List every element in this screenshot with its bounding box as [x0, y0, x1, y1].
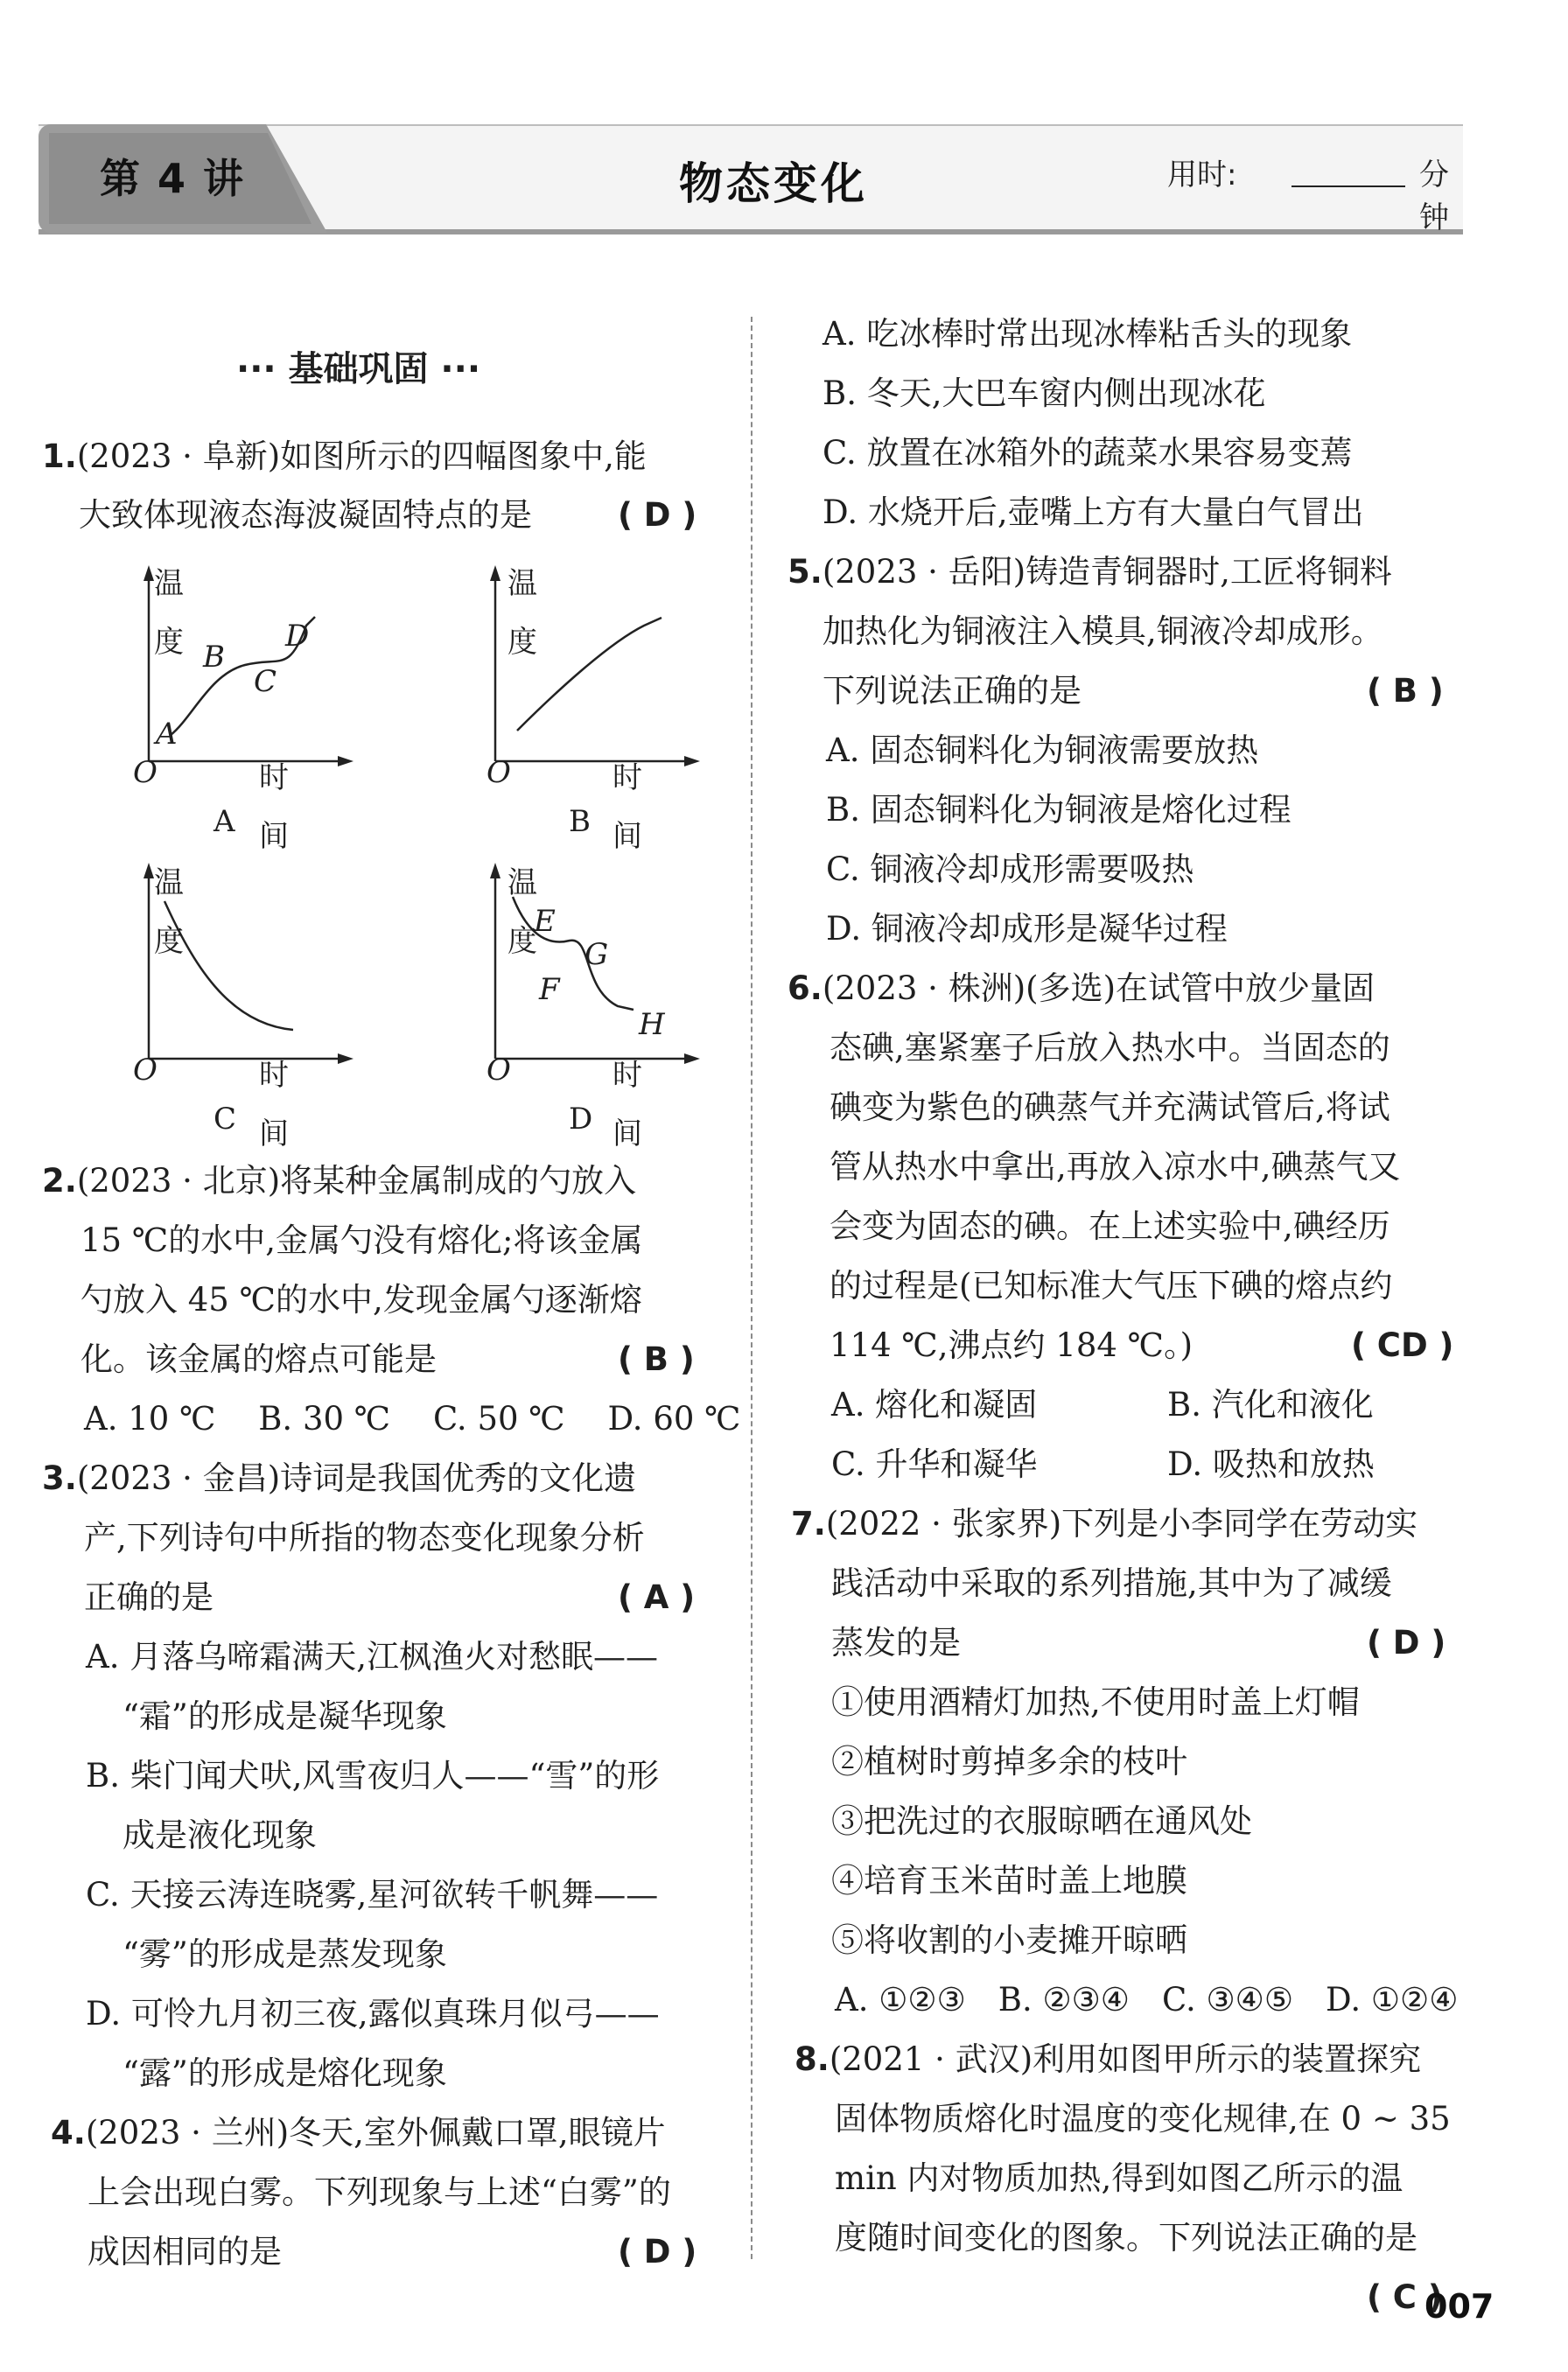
graph-d-point-h: H [639, 1007, 665, 1042]
q8-text-1: (2021 · 武汉)利用如图甲所示的装置探究 [829, 2040, 1422, 2078]
q2-answer: ( B ) [618, 1340, 695, 1378]
q5-option-b: B. 固态铜料化为铜液是熔化过程 [826, 791, 1292, 829]
q4-option-a: A. 吃冰棒时常出现冰棒粘舌头的现象 [822, 315, 1353, 353]
q8-text-3: min 内对物质加热,得到如图乙所示的温 [835, 2159, 1404, 2197]
q2-options: A. 10 ℃ B. 30 ℃ C. 50 ℃ D. 60 ℃ [84, 1400, 741, 1438]
graph-a-point-c: C [254, 664, 277, 699]
q5-text-3: 下列说法正确的是 [822, 672, 1082, 710]
q1-line-1 [42, 427, 647, 486]
q7-answer: ( D ) [1367, 1624, 1446, 1662]
q3-text-3: 正确的是 [84, 1578, 214, 1616]
q6-text-5: 会变为固态的碘。在上述实验中,碘经历 [830, 1207, 1390, 1245]
q7-item-3: ③把洗过的衣服晾晒在通风处 [831, 1802, 1252, 1840]
time-unit: 分钟 [1419, 157, 1449, 235]
q7-text-1: (2022 · 张家界)下列是小李同学在劳动实 [825, 1505, 1418, 1543]
q5-answer: ( B ) [1367, 672, 1444, 710]
q4-line-1 [51, 2103, 666, 2162]
q7-item-2: ②植树时剪掉多余的枝叶 [831, 1743, 1187, 1781]
q7-text-3: 蒸发的是 [831, 1624, 961, 1662]
lesson-number: 第 4 讲 [100, 155, 246, 202]
q2-text-3: 勺放入 45 ℃的水中,发现金属勺逐渐熔 [80, 1281, 642, 1319]
graph-d-ylabel: 温度 [508, 865, 537, 959]
graph-b-xlabel: 时间 [612, 760, 642, 854]
q7-item-1: ①使用酒精灯加热,不使用时盖上灯帽 [831, 1683, 1360, 1721]
q5-number: 5. [788, 553, 822, 591]
q5-text-2: 加热化为铜液注入模具,铜液冷却成形。 [822, 612, 1383, 650]
q1-text-2: 大致体现液态海波凝固特点的是 [79, 496, 532, 534]
q6-option-a: A. 熔化和凝固 [831, 1386, 1038, 1424]
q4-text-3: 成因相同的是 [88, 2233, 282, 2271]
graph-c-ylabel: 温度 [154, 865, 184, 959]
q7-item-4: ④培育玉米苗时盖上地膜 [831, 1862, 1187, 1900]
graph-d-origin: O [486, 1053, 511, 1088]
q3-option-d-2: “露”的形成是熔化现象 [122, 2054, 447, 2092]
q8-text-4: 度随时间变化的图象。下列说法正确的是 [835, 2219, 1418, 2257]
q1-answer: ( D ) [618, 496, 697, 534]
q4-number: 4. [51, 2114, 86, 2152]
graph-b-origin: O [486, 755, 511, 790]
q3-text-1: (2023 · 金昌)诗词是我国优秀的文化遗 [76, 1459, 637, 1497]
q2-text-1: (2023 · 北京)将某种金属制成的勺放入 [76, 1162, 637, 1200]
graph-a-point-b: B [203, 640, 225, 675]
q8-number: 8. [794, 2040, 830, 2078]
time-label: 用时: [1167, 157, 1237, 192]
graph-d-point-g: G [584, 937, 609, 972]
lesson-header [38, 124, 1463, 236]
q3-option-b-1: B. 柴门闻犬吠,风雪夜归人——“雪”的形 [86, 1757, 660, 1795]
q8-answer: ( C ) [1367, 2278, 1443, 2316]
q5-option-c: C. 铜液冷却成形需要吸热 [826, 850, 1194, 888]
q6-option-c: C. 升华和凝华 [831, 1445, 1038, 1483]
q1-number: 1. [42, 437, 77, 475]
q6-text-6: 的过程是(已知标准大气压下碘的熔点约 [830, 1267, 1393, 1305]
time-blank[interactable] [1292, 185, 1405, 187]
q3-number: 3. [42, 1459, 77, 1497]
q2-line-1 [42, 1151, 636, 1210]
graph-a-ylabel: 温度 [154, 566, 184, 660]
q6-text-3: 碘变为紫色的碘蒸气并充满试管后,将试 [830, 1088, 1390, 1126]
q3-option-c-2: “雾”的形成是蒸发现象 [122, 1935, 447, 1973]
q2-text-4: 化。该金属的熔点可能是 [80, 1340, 437, 1378]
graph-a-origin: O [133, 755, 158, 790]
section-title: ··· 基础巩固 ··· [236, 349, 481, 389]
q6-text-1: (2023 · 株洲)(多选)在试管中放少量固 [822, 969, 1375, 1007]
graph-b-ylabel: 温度 [508, 566, 537, 660]
graph-a-point-d: D [285, 619, 310, 654]
graph-c-caption: C [214, 1102, 237, 1137]
q8-text-2: 固体物质熔化时温度的变化规律,在 0 ~ 35 [835, 2100, 1451, 2138]
q3-line-1 [42, 1449, 636, 1508]
q4-answer: ( D ) [618, 2233, 697, 2271]
q4-option-b: B. 冬天,大巴车窗内侧出现冰花 [822, 374, 1266, 412]
page-number: 007 [1424, 2287, 1494, 2326]
q3-text-2: 产,下列诗句中所指的物态变化现象分析 [84, 1519, 645, 1557]
q3-option-a-2: “霜”的形成是凝华现象 [122, 1697, 447, 1735]
q5-option-a: A. 固态铜料化为铜液需要放热 [826, 731, 1259, 769]
q4-option-c: C. 放置在冰箱外的蔬菜水果容易变蔫 [822, 434, 1353, 472]
graph-a-point-a: A [156, 717, 178, 752]
graph-d-caption: D [569, 1102, 593, 1137]
q6-answer: ( CD ) [1351, 1326, 1454, 1364]
q7-options: A. ①②③ B. ②③④ C. ③④⑤ D. ①②④ [835, 1981, 1459, 2019]
q6-option-b: B. 汽化和液化 [1167, 1386, 1374, 1424]
graph-d-point-f: F [539, 972, 560, 1007]
graph-a-xlabel: 时间 [259, 760, 289, 854]
q3-option-b-2: 成是液化现象 [122, 1816, 317, 1854]
q2-number: 2. [42, 1162, 77, 1200]
q8-line-1 [794, 2030, 1421, 2089]
graph-d-point-e: E [534, 904, 556, 939]
q7-text-2: 践活动中采取的系列措施,其中为了减缓 [831, 1564, 1392, 1602]
q6-option-d: D. 吸热和放热 [1167, 1445, 1375, 1483]
graph-c-origin: O [133, 1053, 158, 1088]
q7-item-5: ⑤将收割的小麦摊开晾晒 [831, 1921, 1187, 1959]
q6-text-2: 态碘,塞紧塞子后放入热水中。当固态的 [830, 1029, 1390, 1067]
q4-text-1: (2023 · 兰州)冬天,室外佩戴口罩,眼镜片 [85, 2114, 666, 2152]
column-divider [751, 317, 752, 2259]
q4-text-2: 上会出现白雾。下列现象与上述“白雾”的 [88, 2173, 671, 2211]
q6-text-7: 114 ℃,沸点约 184 ℃。) [830, 1326, 1194, 1364]
q3-answer: ( A ) [618, 1578, 696, 1616]
q6-line-1 [788, 959, 1375, 1018]
q6-text-4: 管从热水中拿出,再放入凉水中,碘蒸气又 [830, 1148, 1401, 1186]
q5-line-1 [788, 542, 1392, 601]
lesson-title: 物态变化 [679, 158, 868, 209]
q6-number: 6. [788, 969, 822, 1007]
graph-b-caption: B [569, 804, 591, 839]
graph-a-caption: A [214, 804, 235, 839]
graph-c-xlabel: 时间 [259, 1058, 289, 1151]
q1-text-1: (2023 · 阜新)如图所示的四幅图象中,能 [76, 437, 647, 475]
q7-number: 7. [791, 1505, 826, 1543]
q3-option-a-1: A. 月落乌啼霜满天,江枫渔火对愁眠—— [86, 1638, 659, 1676]
q2-text-2: 15 ℃的水中,金属勺没有熔化;将该金属 [80, 1221, 643, 1259]
q3-option-c-1: C. 天接云涛连晓雾,星河欲转千帆舞—— [86, 1876, 659, 1914]
q5-option-d: D. 铜液冷却成形是凝华过程 [826, 910, 1228, 948]
q5-text-1: (2023 · 岳阳)铸造青铜器时,工匠将铜料 [822, 553, 1392, 591]
q7-line-1 [791, 1494, 1418, 1553]
q4-option-d: D. 水烧开后,壶嘴上方有大量白气冒出 [822, 493, 1364, 531]
graph-d-xlabel: 时间 [612, 1058, 642, 1151]
q3-option-d-1: D. 可怜九月初三夜,露似真珠月似弓—— [86, 1995, 660, 2033]
